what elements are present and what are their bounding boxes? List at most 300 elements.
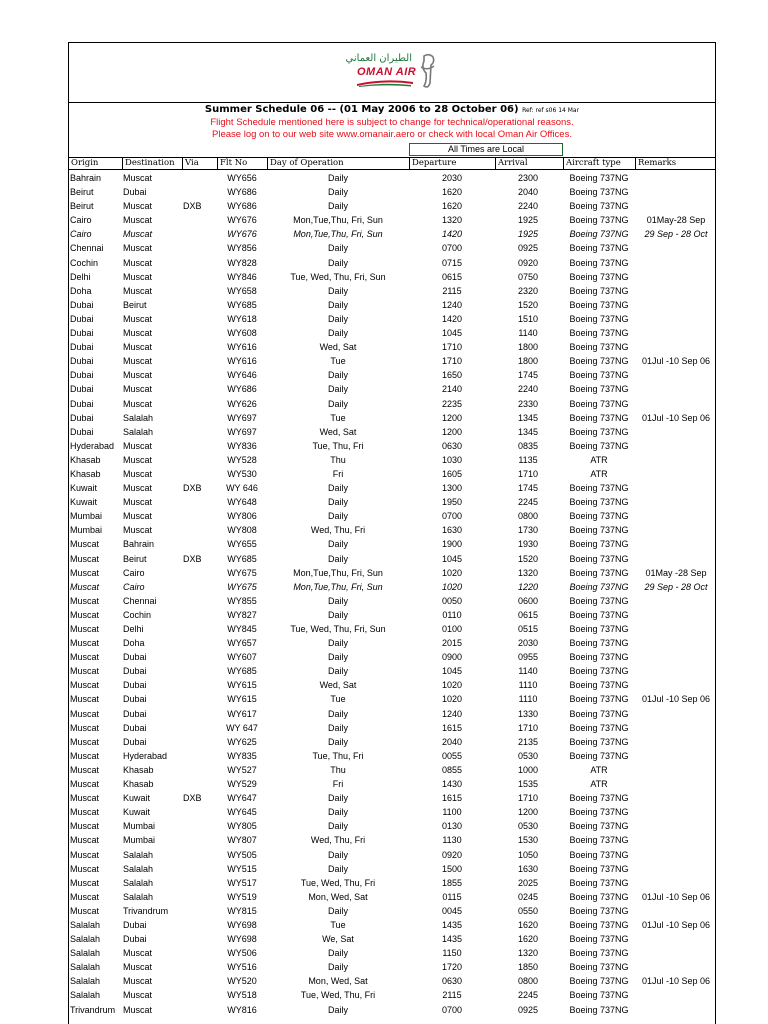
- departure-cell: 1430: [441, 779, 463, 790]
- table-row: [69, 411, 715, 425]
- days-cell: Daily: [327, 948, 348, 959]
- aircraft-cell: Boeing 737NG: [569, 905, 629, 916]
- destination-cell: Muscat: [123, 285, 153, 296]
- arrival-cell: 2040: [517, 187, 539, 198]
- destination-cell: Salalah: [123, 426, 154, 437]
- remarks-cell: 29 Sep - 28 Oct: [644, 229, 708, 240]
- destination-cell: Muscat: [123, 525, 153, 536]
- departure-cell: 1045: [441, 328, 463, 339]
- departure-cell: 0110: [442, 609, 462, 620]
- header-departure: Departure: [409, 158, 495, 169]
- flight-number-cell: WY608: [227, 328, 257, 339]
- destination-cell: Muscat: [123, 243, 153, 254]
- days-cell: Daily: [327, 595, 348, 606]
- table-row: [69, 960, 715, 974]
- table-row: [69, 199, 715, 213]
- flight-number-cell: WY676: [227, 229, 257, 240]
- arrival-cell: 0920: [517, 257, 539, 268]
- notice-line-2: Please log on to our web site www.omanair.aero or check with local Oman Air Offices.: [212, 129, 572, 140]
- schedule-title: [69, 103, 715, 117]
- aircraft-cell: Boeing 737NG: [569, 807, 629, 818]
- arrival-cell: 2245: [517, 990, 539, 1001]
- aircraft-cell: Boeing 737NG: [569, 919, 629, 930]
- aircraft-cell: Boeing 737NG: [569, 412, 629, 423]
- aircraft-cell: Boeing 737NG: [569, 511, 629, 522]
- departure-cell: 1435: [441, 919, 463, 930]
- origin-cell: Muscat: [70, 863, 100, 874]
- days-cell: Fri: [332, 779, 344, 790]
- origin-cell: Hyderabad: [70, 440, 115, 451]
- origin-cell: Salalah: [70, 919, 101, 930]
- days-cell: Daily: [327, 736, 348, 747]
- flight-number-cell: WY828: [227, 257, 257, 268]
- departure-cell: 1240: [441, 708, 463, 719]
- aircraft-cell: Boeing 737NG: [569, 948, 629, 959]
- origin-cell: Dubai: [70, 313, 94, 324]
- arrival-cell: 2320: [517, 285, 539, 296]
- flight-number-cell: WY506: [227, 948, 257, 959]
- arrival-cell: 0615: [517, 609, 539, 620]
- table-row: [69, 453, 715, 467]
- aircraft-cell: Boeing 737NG: [569, 299, 629, 310]
- table-row: [69, 368, 715, 382]
- flight-number-cell: WY648: [227, 497, 257, 508]
- days-cell: Daily: [327, 243, 348, 254]
- arrival-cell: 0530: [517, 821, 539, 832]
- arrival-cell: 1930: [517, 539, 539, 550]
- days-cell: Daily: [327, 722, 348, 733]
- destination-cell: Salalah: [123, 863, 154, 874]
- aircraft-cell: Boeing 737NG: [569, 173, 629, 183]
- via-cell: DXB: [183, 483, 202, 494]
- destination-cell: Khasab: [123, 779, 154, 790]
- origin-cell: Trivandrum: [70, 1004, 116, 1015]
- flight-number-cell: WY698: [227, 919, 257, 930]
- departure-cell: 2140: [441, 384, 463, 395]
- flight-number-cell: WY626: [227, 398, 257, 409]
- days-cell: Daily: [327, 511, 348, 522]
- origin-cell: Muscat: [70, 609, 100, 620]
- origin-cell: Muscat: [70, 708, 100, 719]
- days-cell: Daily: [327, 609, 348, 620]
- origin-cell: Khasab: [70, 468, 101, 479]
- days-cell: Daily: [327, 173, 348, 183]
- table-row: [69, 241, 715, 255]
- aircraft-cell: Boeing 737NG: [569, 694, 629, 705]
- departure-cell: 1320: [441, 215, 463, 226]
- table-row: [69, 608, 715, 622]
- flight-number-cell: WY515: [227, 863, 257, 874]
- table-row: [69, 735, 715, 749]
- header-day-of-operation: Day of Operation: [267, 158, 409, 169]
- departure-cell: 0050: [441, 595, 463, 606]
- departure-cell: 1500: [441, 863, 463, 874]
- days-cell: Tue: [330, 412, 346, 423]
- departure-cell: 0130: [441, 821, 463, 832]
- destination-cell: Muscat: [123, 511, 153, 522]
- departure-cell: 0055: [441, 750, 463, 761]
- arrival-cell: 2025: [517, 877, 539, 888]
- table-row: [69, 481, 715, 495]
- departure-cell: 0115: [442, 891, 462, 902]
- table-row: [69, 777, 715, 791]
- remarks-cell: 01Jul -10 Sep 06: [641, 976, 711, 987]
- aircraft-cell: ATR: [590, 764, 608, 775]
- destination-cell: Doha: [123, 638, 145, 649]
- table-row: [69, 650, 715, 664]
- departure-cell: 0715: [441, 257, 463, 268]
- table-row: [69, 495, 715, 509]
- table-row: [69, 904, 715, 918]
- flight-number-cell: WY655: [227, 539, 257, 550]
- aircraft-cell: Boeing 737NG: [569, 356, 629, 367]
- local-times-box: All Times are Local: [409, 143, 563, 156]
- arrival-cell: 1200: [517, 807, 539, 818]
- remarks-cell: 01May -28 Sep: [645, 567, 707, 578]
- arrival-cell: 1925: [517, 229, 539, 240]
- origin-cell: Muscat: [70, 807, 100, 818]
- flight-number-cell: WY658: [227, 285, 257, 296]
- departure-cell: 0700: [441, 1004, 463, 1015]
- aircraft-cell: Boeing 737NG: [569, 581, 629, 592]
- destination-cell: Muscat: [123, 962, 153, 973]
- flight-number-cell: WY530: [227, 468, 257, 479]
- origin-cell: Dubai: [70, 328, 94, 339]
- origin-cell: Muscat: [70, 722, 100, 733]
- departure-cell: 1130: [442, 835, 462, 846]
- table-row: [69, 523, 715, 537]
- origin-cell: Dubai: [70, 412, 94, 423]
- flight-number-cell: WY625: [227, 736, 257, 747]
- days-cell: Wed, Sat: [319, 680, 357, 691]
- days-cell: Tue: [330, 919, 346, 930]
- table-row: [69, 974, 715, 988]
- arrival-cell: 1345: [517, 426, 539, 437]
- table-row: [69, 749, 715, 763]
- flight-number-cell: WY855: [227, 595, 257, 606]
- table-row: [69, 678, 715, 692]
- destination-cell: Mumbai: [123, 835, 156, 846]
- flight-number-cell: WY517: [227, 877, 257, 888]
- header-destination: Destination: [122, 158, 182, 169]
- arrival-cell: 0750: [517, 271, 539, 282]
- aircraft-cell: Boeing 737NG: [569, 257, 629, 268]
- destination-cell: Salalah: [123, 877, 154, 888]
- origin-cell: Beirut: [70, 187, 94, 198]
- departure-cell: 1420: [441, 229, 463, 240]
- oman-air-logo: [345, 53, 439, 93]
- table-row: [69, 425, 715, 439]
- days-cell: Mon,Tue,Thu, Fri, Sun: [293, 229, 383, 240]
- reference-note: Ref: ref s06 14 Mar: [522, 107, 580, 114]
- departure-cell: 1300: [441, 483, 463, 494]
- days-cell: Daily: [327, 384, 348, 395]
- table-row: [69, 537, 715, 551]
- destination-cell: Muscat: [123, 948, 153, 959]
- origin-cell: Muscat: [70, 849, 100, 860]
- aircraft-cell: Boeing 737NG: [569, 736, 629, 747]
- origin-cell: Cairo: [70, 215, 92, 226]
- arrival-cell: 1135: [518, 454, 538, 465]
- flight-number-cell: WY676: [227, 215, 257, 226]
- table-row: [69, 171, 715, 185]
- destination-cell: Dubai: [123, 694, 147, 705]
- departure-cell: 1200: [441, 426, 463, 437]
- aircraft-cell: Boeing 737NG: [569, 201, 629, 212]
- arrival-cell: 1050: [517, 849, 539, 860]
- flight-number-cell: WY518: [227, 990, 257, 1001]
- table-row: [69, 354, 715, 368]
- departure-cell: 1630: [441, 525, 463, 536]
- flight-number-cell: WY516: [227, 962, 257, 973]
- flight-number-cell: WY527: [227, 764, 257, 775]
- destination-cell: Muscat: [123, 342, 153, 353]
- destination-cell: Muscat: [123, 271, 153, 282]
- days-cell: Daily: [327, 793, 348, 804]
- arrival-cell: 1710: [517, 722, 539, 733]
- flight-number-cell: WY827: [227, 609, 257, 620]
- destination-cell: Cairo: [123, 581, 145, 592]
- origin-cell: Muscat: [70, 750, 100, 761]
- days-cell: Daily: [327, 821, 348, 832]
- departure-cell: 0615: [441, 271, 463, 282]
- origin-cell: Muscat: [70, 680, 100, 691]
- days-cell: Tue, Thu, Fri: [312, 750, 364, 761]
- departure-cell: 2030: [441, 173, 463, 183]
- departure-cell: 0920: [441, 849, 463, 860]
- days-cell: Daily: [327, 807, 348, 818]
- flight-number-cell: WY529: [227, 779, 257, 790]
- days-cell: Mon,Tue,Thu, Fri, Sun: [293, 567, 383, 578]
- days-cell: Tue: [330, 356, 346, 367]
- origin-cell: Salalah: [70, 934, 101, 945]
- origin-cell: Salalah: [70, 990, 101, 1001]
- via-cell: DXB: [183, 201, 202, 212]
- header-remarks: Remarks: [635, 158, 717, 169]
- departure-cell: 1045: [441, 553, 463, 564]
- destination-cell: Muscat: [123, 990, 153, 1001]
- arrival-cell: 0550: [517, 905, 539, 916]
- destination-cell: Dubai: [123, 736, 147, 747]
- flight-number-cell: WY835: [227, 750, 257, 761]
- table-row: [69, 397, 715, 411]
- remarks-cell: 01Jul -10 Sep 06: [641, 694, 711, 705]
- destination-cell: Muscat: [123, 483, 153, 494]
- flight-number-cell: WY607: [227, 652, 257, 663]
- aircraft-cell: Boeing 737NG: [569, 525, 629, 536]
- arrival-cell: 1630: [517, 863, 539, 874]
- origin-cell: Salalah: [70, 976, 101, 987]
- arrival-cell: 0515: [517, 624, 539, 634]
- arrival-cell: 1330: [517, 708, 539, 719]
- origin-cell: Muscat: [70, 891, 100, 902]
- aircraft-cell: Boeing 737NG: [569, 187, 629, 198]
- departure-cell: 1020: [441, 581, 463, 592]
- arrival-cell: 1320: [517, 948, 539, 959]
- destination-cell: Chennai: [123, 595, 157, 606]
- origin-cell: Muscat: [70, 905, 100, 916]
- aircraft-cell: Boeing 737NG: [569, 976, 629, 987]
- arrival-cell: 1710: [517, 468, 539, 479]
- header-flt-no: Flt No: [217, 158, 267, 169]
- flight-number-cell: WY686: [227, 201, 257, 212]
- days-cell: Wed, Sat: [319, 342, 357, 353]
- aircraft-cell: Boeing 737NG: [569, 271, 629, 282]
- table-row: [69, 707, 715, 721]
- departure-cell: 1200: [441, 412, 463, 423]
- table-row: [69, 932, 715, 946]
- origin-cell: Dubai: [70, 398, 94, 409]
- table-row: [69, 594, 715, 608]
- table-row: [69, 692, 715, 706]
- origin-cell: Muscat: [70, 666, 100, 677]
- arrival-cell: 1000: [517, 764, 539, 775]
- aircraft-cell: Boeing 737NG: [569, 595, 629, 606]
- table-row: [69, 636, 715, 650]
- aircraft-cell: Boeing 737NG: [569, 750, 629, 761]
- aircraft-cell: Boeing 737NG: [569, 215, 629, 226]
- departure-cell: 1240: [441, 299, 463, 310]
- departure-cell: 1045: [441, 666, 463, 677]
- table-row: [69, 918, 715, 932]
- arrival-cell: 2300: [517, 173, 539, 183]
- destination-cell: Cairo: [123, 567, 145, 578]
- destination-cell: Muscat: [123, 497, 153, 508]
- remarks-cell: 01Jul -10 Sep 06: [641, 891, 711, 902]
- aircraft-cell: Boeing 737NG: [569, 539, 629, 550]
- flight-number-cell: WY805: [227, 821, 257, 832]
- flight-number-cell: WY685: [227, 553, 257, 564]
- days-cell: Daily: [327, 313, 348, 324]
- days-cell: Daily: [327, 638, 348, 649]
- days-cell: Daily: [327, 849, 348, 860]
- days-cell: Daily: [327, 201, 348, 212]
- days-cell: Wed, Thu, Fri: [310, 525, 366, 536]
- flight-number-cell: WY647: [227, 793, 257, 804]
- arrival-cell: 1620: [517, 919, 539, 930]
- flight-number-cell: WY686: [227, 187, 257, 198]
- days-cell: Daily: [327, 905, 348, 916]
- arrival-cell: 1320: [517, 567, 539, 578]
- flight-number-cell: WY846: [227, 271, 257, 282]
- destination-cell: Khasab: [123, 764, 154, 775]
- departure-cell: 0900: [441, 652, 463, 663]
- origin-cell: Dubai: [70, 342, 94, 353]
- destination-cell: Muscat: [123, 384, 153, 395]
- arrival-cell: 1800: [517, 342, 539, 353]
- flight-number-cell: WY618: [227, 313, 257, 324]
- aircraft-cell: Boeing 737NG: [569, 553, 629, 564]
- departure-cell: 1650: [441, 370, 463, 381]
- days-cell: We, Sat: [322, 934, 354, 945]
- departure-cell: 1435: [441, 934, 463, 945]
- table-row: [69, 382, 715, 396]
- arrival-cell: 1140: [518, 666, 538, 677]
- flight-number-cell: WY845: [227, 624, 257, 634]
- aircraft-cell: Boeing 737NG: [569, 793, 629, 804]
- departure-cell: 1420: [441, 313, 463, 324]
- title-block: [69, 103, 715, 141]
- origin-cell: Muscat: [70, 694, 100, 705]
- flight-number-cell: WY 646: [226, 483, 258, 494]
- departure-cell: 2115: [442, 990, 462, 1001]
- departure-cell: 1605: [441, 468, 463, 479]
- origin-cell: Dubai: [70, 299, 94, 310]
- aircraft-cell: Boeing 737NG: [569, 638, 629, 649]
- origin-cell: Muscat: [70, 595, 100, 606]
- departure-cell: 1620: [441, 187, 463, 198]
- flight-number-cell: WY616: [227, 342, 257, 353]
- departure-cell: 1150: [442, 948, 462, 959]
- destination-cell: Beirut: [123, 299, 147, 310]
- departure-cell: 1020: [441, 680, 463, 691]
- destination-cell: Kuwait: [123, 793, 151, 804]
- table-row: [69, 467, 715, 481]
- table-row: [69, 326, 715, 340]
- aircraft-cell: ATR: [590, 454, 608, 465]
- destination-cell: Muscat: [123, 257, 153, 268]
- origin-cell: Doha: [70, 285, 92, 296]
- table-row: [69, 552, 715, 566]
- departure-cell: 0855: [441, 764, 463, 775]
- table-row: [69, 763, 715, 777]
- arrival-cell: 1520: [517, 299, 539, 310]
- destination-cell: Dubai: [123, 708, 147, 719]
- table-row: [69, 340, 715, 354]
- days-cell: Thu: [330, 764, 346, 775]
- origin-cell: Muscat: [70, 793, 100, 804]
- arrival-cell: 2245: [517, 497, 539, 508]
- aircraft-cell: Boeing 737NG: [569, 1004, 629, 1015]
- flight-number-cell: WY528: [227, 454, 257, 465]
- arrival-cell: 0800: [517, 976, 539, 987]
- days-cell: Daily: [327, 553, 348, 564]
- remarks-cell: 01Jul -10 Sep 06: [641, 919, 711, 930]
- arrival-cell: 1530: [517, 835, 539, 846]
- remarks-cell: 01Jul -10 Sep 06: [641, 356, 711, 367]
- origin-cell: Muscat: [70, 764, 100, 775]
- days-cell: Daily: [327, 483, 348, 494]
- header-arrival: Arrival: [495, 158, 563, 169]
- days-cell: Daily: [327, 299, 348, 310]
- aircraft-cell: Boeing 737NG: [569, 863, 629, 874]
- departure-cell: 1900: [441, 539, 463, 550]
- notice-line-1: Flight Schedule mentioned here is subject to change for technical/operational reasons.: [210, 117, 574, 128]
- logo-swoosh-icon: [357, 79, 413, 87]
- flight-number-cell: WY675: [227, 581, 257, 592]
- flight-number-cell: WY808: [227, 525, 257, 536]
- origin-cell: Muscat: [70, 835, 100, 846]
- destination-cell: Beirut: [123, 553, 147, 564]
- flight-number-cell: WY685: [227, 666, 257, 677]
- table-row: [69, 805, 715, 819]
- origin-cell: Muscat: [70, 652, 100, 663]
- destination-cell: Muscat: [123, 976, 153, 987]
- departure-cell: 1620: [441, 201, 463, 212]
- table-row: [69, 284, 715, 298]
- table-row: [69, 213, 715, 227]
- destination-cell: Muscat: [123, 440, 153, 451]
- flight-number-cell: WY 647: [226, 722, 258, 733]
- origin-cell: Muscat: [70, 877, 100, 888]
- destination-cell: Muscat: [123, 398, 153, 409]
- table-row: [69, 227, 715, 241]
- aircraft-cell: Boeing 737NG: [569, 243, 629, 254]
- origin-cell: Mumbai: [70, 511, 103, 522]
- aircraft-cell: Boeing 737NG: [569, 313, 629, 324]
- flight-number-cell: WY697: [227, 426, 257, 437]
- aircraft-cell: Boeing 737NG: [569, 722, 629, 733]
